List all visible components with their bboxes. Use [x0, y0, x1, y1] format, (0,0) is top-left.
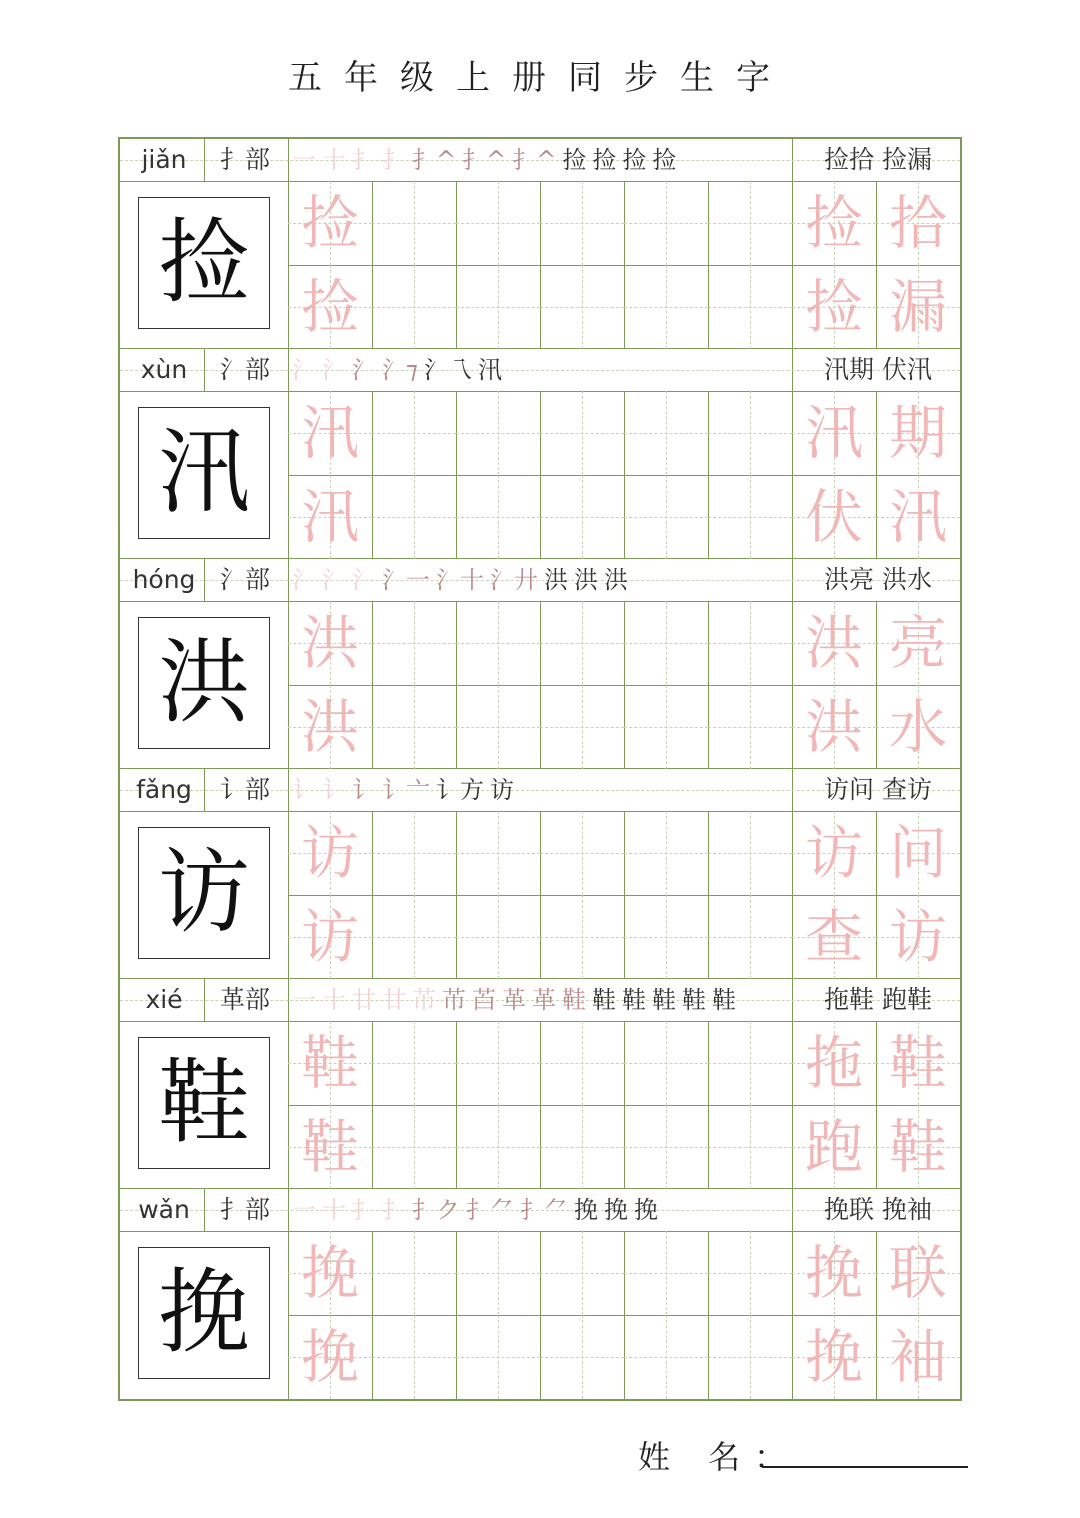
cell-guide: [498, 601, 499, 685]
model-character: 洪: [157, 629, 250, 736]
trace-word-character[interactable]: 问: [888, 819, 947, 887]
trace-word-character[interactable]: 挽: [804, 1239, 863, 1307]
cell-guide: [498, 895, 499, 979]
grid-column-divider: [456, 601, 457, 769]
trace-character[interactable]: 访: [300, 903, 359, 971]
grid-column-divider: [540, 811, 541, 979]
stroke-step: 鞋: [592, 986, 616, 1014]
cell-guide: [582, 1315, 583, 1399]
stroke-step: 芇: [442, 986, 466, 1014]
stroke-step: 革: [502, 986, 526, 1014]
cell-guide: [414, 475, 415, 559]
stroke-step: 访: [490, 776, 514, 804]
stroke-order: [292, 561, 792, 599]
cell-guide: [750, 685, 751, 769]
radical-label: 讠部: [219, 775, 270, 804]
stroke-step: 氵: [322, 356, 346, 384]
vocabulary-words: 洪亮 洪水: [824, 565, 932, 594]
stroke-step: 革: [532, 986, 556, 1014]
trace-character[interactable]: 汛: [300, 483, 359, 551]
cell-guide: [750, 181, 751, 265]
stroke-step: 廿: [382, 986, 406, 1014]
model-character-box: [138, 1247, 270, 1379]
stroke-step: 氵乁: [423, 356, 472, 384]
vocabulary-words: 捡拾 捡漏: [824, 145, 932, 174]
stroke-step: 扌^: [512, 146, 557, 174]
cell-guide: [750, 391, 751, 475]
model-character: 汛: [157, 419, 250, 526]
cell-guide: [666, 1021, 667, 1105]
cell-guide: [414, 1231, 415, 1315]
vocabulary-words: 拖鞋 跑鞋: [824, 985, 932, 1014]
cell-guide: [750, 895, 751, 979]
pinyin-label: fǎng: [136, 775, 192, 804]
cell-guide: [582, 811, 583, 895]
cell-guide: [750, 1105, 751, 1189]
stroke-step: 十: [322, 146, 346, 174]
grid-column-divider: [540, 601, 541, 769]
radical-label: 扌部: [219, 145, 270, 174]
grid-column-divider: [372, 811, 373, 979]
model-character: 捡: [157, 209, 250, 316]
name-label: 姓 名：: [638, 1438, 801, 1476]
grid-column-divider: [456, 1231, 457, 1399]
grid-column-divider: [708, 601, 709, 769]
grid-column-divider: [372, 181, 373, 349]
stroke-step: 十: [322, 986, 346, 1014]
stroke-order: [292, 981, 792, 1019]
character-block: [120, 349, 960, 559]
grid-column-divider: [372, 1231, 373, 1399]
cell-guide: [666, 265, 667, 349]
model-character: 访: [157, 839, 250, 946]
stroke-step: 扌⺈: [466, 1196, 514, 1224]
stroke-step: 捡: [652, 146, 677, 174]
grid-column-divider: [540, 181, 541, 349]
stroke-step: 捡: [592, 146, 617, 174]
pinyin-label: xié: [145, 985, 183, 1014]
cell-guide: [498, 685, 499, 769]
model-character-box: [138, 827, 270, 959]
cell-guide: [750, 1315, 751, 1399]
vocabulary-words: 汛期 伏汛: [824, 355, 932, 384]
cell-guide: [582, 895, 583, 979]
stroke-step: 氵⁊: [382, 356, 418, 384]
stroke-step: 苩: [472, 986, 496, 1014]
trace-word-character[interactable]: 鞋: [888, 1029, 947, 1097]
grid-column-divider: [456, 1021, 457, 1189]
cell-guide: [414, 391, 415, 475]
stroke-step: 鞋: [652, 986, 676, 1014]
stroke-step: 氵: [292, 356, 316, 384]
grid-column-divider: [372, 391, 373, 559]
stroke-step: 扌^: [412, 146, 457, 174]
stroke-step: 捡: [562, 146, 587, 174]
stroke-step: 鞋: [712, 986, 736, 1014]
vocabulary-words: 挽联 挽袖: [824, 1195, 932, 1224]
model-character-box: [138, 617, 270, 749]
stroke-step: 洪: [574, 566, 598, 594]
trace-word-character[interactable]: 水: [888, 693, 947, 761]
grid-column-divider: [624, 601, 625, 769]
grid-column-divider: [540, 1231, 541, 1399]
model-character: 挽: [157, 1259, 250, 1366]
stroke-step: 氵: [352, 566, 376, 594]
cell-guide: [498, 391, 499, 475]
stroke-order: [292, 1191, 792, 1229]
stroke-step: 扌^: [462, 146, 507, 174]
grid-column-divider: [456, 181, 457, 349]
cell-guide: [666, 895, 667, 979]
cell-guide: [414, 1105, 415, 1189]
trace-word-character[interactable]: 伏: [804, 483, 863, 551]
cell-guide: [582, 265, 583, 349]
page-title: 五年级上册同步生字: [288, 58, 792, 98]
stroke-step: 扌: [352, 1196, 376, 1224]
cell-guide: [498, 265, 499, 349]
grid-column-divider: [708, 181, 709, 349]
grid-column-divider: [372, 601, 373, 769]
radical-label: 氵部: [219, 355, 270, 384]
cell-guide: [414, 181, 415, 265]
stroke-step: 一: [292, 146, 316, 174]
stroke-step: 讠: [322, 776, 346, 804]
grid-column-divider: [456, 811, 457, 979]
cell-guide: [414, 811, 415, 895]
grid-column-divider: [624, 1021, 625, 1189]
cell-guide: [414, 601, 415, 685]
stroke-step: 扌: [352, 146, 376, 174]
trace-word-character[interactable]: 汛: [804, 399, 863, 467]
cell-guide: [582, 1021, 583, 1105]
stroke-step: 扌: [382, 1196, 406, 1224]
trace-word-character[interactable]: 洪: [804, 693, 863, 761]
cell-guide: [582, 181, 583, 265]
stroke-step: 一: [292, 1196, 316, 1224]
grid-column-divider: [708, 391, 709, 559]
trace-character[interactable]: 挽: [300, 1239, 359, 1307]
stroke-step: 一: [292, 986, 316, 1014]
cell-guide: [414, 1315, 415, 1399]
model-character: 鞋: [157, 1049, 250, 1156]
grid-column-divider: [540, 391, 541, 559]
trace-word-character[interactable]: 捡: [804, 273, 863, 341]
stroke-step: 扌ク: [412, 1196, 460, 1224]
trace-character[interactable]: 洪: [300, 693, 359, 761]
cell-guide: [498, 1105, 499, 1189]
cell-guide: [666, 1105, 667, 1189]
radical-label: 氵部: [219, 565, 270, 594]
grid-column-divider: [540, 1021, 541, 1189]
cell-guide: [582, 475, 583, 559]
grid-column-divider: [372, 1021, 373, 1189]
trace-word-character[interactable]: 期: [888, 399, 947, 467]
trace-word-character[interactable]: 访: [804, 819, 863, 887]
stroke-step: 廿: [352, 986, 376, 1014]
cell-guide: [750, 475, 751, 559]
trace-character[interactable]: 捡: [300, 273, 359, 341]
stroke-step: 洪: [544, 566, 568, 594]
stroke-step: 氵: [352, 356, 376, 384]
stroke-step: 挽: [604, 1196, 628, 1224]
character-block: [120, 139, 960, 349]
cell-guide: [414, 265, 415, 349]
character-block: [120, 979, 960, 1189]
stroke-order: [292, 141, 792, 179]
cell-guide: [498, 475, 499, 559]
stroke-order: [292, 771, 792, 809]
radical-label: 扌部: [219, 1195, 270, 1224]
practice-sheet: [118, 137, 962, 1401]
character-block: [120, 769, 960, 979]
grid-column-divider: [456, 391, 457, 559]
cell-guide: [414, 1021, 415, 1105]
stroke-step: 芇: [412, 986, 436, 1014]
model-character-box: [138, 407, 270, 539]
trace-word-character[interactable]: 挽: [804, 1323, 863, 1391]
pinyin-label: hóng: [132, 565, 196, 594]
vocabulary-words: 访问 查访: [824, 775, 932, 804]
stroke-step: 讠方: [436, 776, 484, 804]
cell-guide: [498, 1021, 499, 1105]
cell-guide: [750, 265, 751, 349]
cell-guide: [498, 1231, 499, 1315]
cell-guide: [666, 1315, 667, 1399]
grid-column-divider: [708, 811, 709, 979]
stroke-step: 鞋: [682, 986, 706, 1014]
character-block: [120, 559, 960, 769]
grid-column-divider: [624, 811, 625, 979]
cell-guide: [582, 1105, 583, 1189]
stroke-step: 氵: [292, 566, 316, 594]
pinyin-label: jiǎn: [141, 145, 187, 174]
grid-column-divider: [624, 1231, 625, 1399]
trace-character[interactable]: 洪: [300, 609, 359, 677]
trace-word-character[interactable]: 袖: [888, 1323, 947, 1391]
stroke-step: 讠: [352, 776, 376, 804]
stroke-step: 十: [322, 1196, 346, 1224]
stroke-step: 氵十: [436, 566, 484, 594]
trace-word-character[interactable]: 拖: [804, 1029, 863, 1097]
cell-guide: [582, 1231, 583, 1315]
stroke-step: 洪: [604, 566, 628, 594]
cell-guide: [582, 601, 583, 685]
stroke-step: 挽: [574, 1196, 598, 1224]
stroke-step: 讠亠: [382, 776, 430, 804]
cell-guide: [414, 895, 415, 979]
cell-guide: [750, 811, 751, 895]
cell-guide: [414, 685, 415, 769]
grid-column-divider: [708, 1021, 709, 1189]
cell-guide: [582, 685, 583, 769]
radical-label: 革部: [219, 985, 270, 1014]
name-field[interactable]: [762, 1466, 968, 1468]
stroke-step: 讠: [292, 776, 316, 804]
trace-word-character[interactable]: 洪: [804, 609, 863, 677]
pinyin-label: xùn: [140, 355, 188, 384]
trace-word-character[interactable]: 联: [888, 1239, 947, 1307]
cell-guide: [666, 1231, 667, 1315]
trace-character[interactable]: 鞋: [300, 1113, 359, 1181]
trace-word-character[interactable]: 查: [804, 903, 863, 971]
cell-guide: [666, 685, 667, 769]
stroke-step: 挽: [634, 1196, 658, 1224]
cell-guide: [666, 181, 667, 265]
model-character-box: [138, 197, 270, 329]
stroke-step: 扌: [382, 146, 406, 174]
cell-guide: [750, 601, 751, 685]
trace-word-character[interactable]: 汛: [888, 483, 947, 551]
grid-column-divider: [624, 391, 625, 559]
trace-word-character[interactable]: 鞋: [888, 1113, 947, 1181]
trace-word-character[interactable]: 捡: [804, 189, 863, 257]
stroke-step: 鞋: [562, 986, 586, 1014]
cell-guide: [582, 391, 583, 475]
cell-guide: [666, 391, 667, 475]
trace-character[interactable]: 捡: [300, 189, 359, 257]
stroke-step: 捡: [622, 146, 647, 174]
model-character-box: [138, 1037, 270, 1169]
stroke-step: 氵一: [382, 566, 430, 594]
stroke-step: 鞋: [622, 986, 646, 1014]
trace-character[interactable]: 访: [300, 819, 359, 887]
trace-word-character[interactable]: 跑: [804, 1113, 863, 1181]
cell-guide: [666, 601, 667, 685]
stroke-order: [292, 351, 792, 389]
grid-column-divider: [624, 181, 625, 349]
cell-guide: [498, 1315, 499, 1399]
cell-guide: [498, 811, 499, 895]
cell-guide: [750, 1021, 751, 1105]
trace-word-character[interactable]: 漏: [888, 273, 947, 341]
trace-character[interactable]: 鞋: [300, 1029, 359, 1097]
trace-character[interactable]: 挽: [300, 1323, 359, 1391]
trace-word-character[interactable]: 亮: [888, 609, 947, 677]
character-block: [120, 1189, 960, 1399]
cell-guide: [666, 811, 667, 895]
stroke-step: 氵: [322, 566, 346, 594]
trace-word-character[interactable]: 访: [888, 903, 947, 971]
stroke-step: 氵廾: [490, 566, 538, 594]
grid-column-divider: [708, 1231, 709, 1399]
cell-guide: [666, 475, 667, 559]
cell-guide: [750, 1231, 751, 1315]
stroke-step: 扌⺈: [520, 1196, 568, 1224]
trace-character[interactable]: 汛: [300, 399, 359, 467]
pinyin-label: wǎn: [138, 1195, 190, 1224]
trace-word-character[interactable]: 拾: [888, 189, 947, 257]
cell-guide: [498, 181, 499, 265]
stroke-step: 汛: [477, 356, 502, 384]
